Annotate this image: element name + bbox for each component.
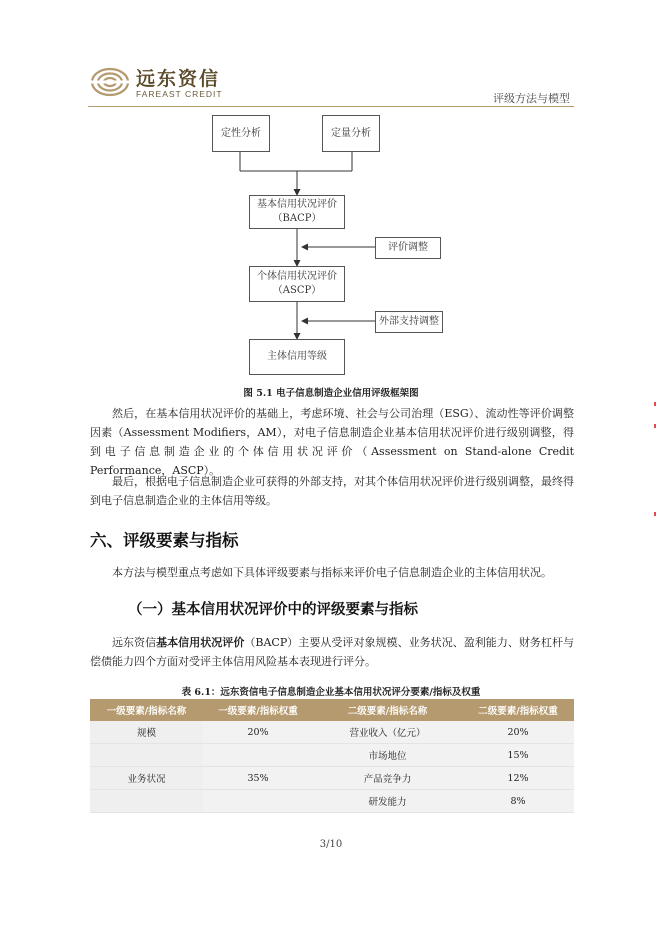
cell-l2-weight: 12% (462, 767, 574, 790)
section-label: 评级方法与模型 (493, 92, 570, 105)
bacp-rest: （BACP）主要从受评对象规模、业务状况、盈利能力、财务杠杆与偿债能力四个方面对受评主体信用风险基本表现进行评分。 (90, 636, 575, 668)
cell-l1-name (90, 744, 203, 767)
logo-chinese: 远东资信 (136, 68, 221, 90)
figure-caption: 图 5.1 电子信息制造企业信用评级框架图 (243, 388, 419, 399)
table-header-row (90, 699, 574, 721)
table-row (90, 767, 574, 790)
paragraph-intro: 本方法与模型重点考虑如下具体评级要素与指标来评价电子信息制造企业的主体信用状况。 (112, 566, 552, 579)
box-ascp-line2: （ASCP） (272, 285, 322, 296)
scan-mark (654, 512, 656, 516)
scan-mark (654, 424, 656, 428)
paragraph-ascp: 然后，在基本信用状况评价的基础上，考虑环境、社会与公司治理（ESG）、流动性等评价调整因素（Assessment Modifiers，AM），对电子信息制造企业基本信用状况评价进行级别调整，得到电子信息制造企业的个体信用状况评价（Assessment on Stand-alone Credit Performance，ASCP）。 (90, 407, 574, 477)
cell-l2-weight: 20% (462, 721, 574, 744)
box-final-label: 主体信用等级 (267, 351, 327, 362)
bacp-bold-term: 基本信用状况评价 (156, 636, 245, 649)
box-quantitative (322, 115, 380, 152)
box-adjust-label: 评价调整 (388, 242, 428, 253)
cell-l1-name (90, 790, 203, 813)
box-external-label: 外部支持调整 (379, 316, 439, 327)
cell-l1-weight: 35% (203, 767, 313, 790)
box-bacp-line1: 基本信用状况评价 (257, 199, 337, 210)
header-l1-name: 一级要素/指标名称 (90, 699, 203, 721)
cell-l2-weight: 15% (462, 744, 574, 767)
box-qualitative-label: 定性分析 (221, 127, 261, 139)
box-ascp (249, 266, 345, 302)
paragraph-bacp (90, 633, 574, 671)
cell-l1-name: 业务状况 (90, 767, 203, 790)
box-bacp (249, 195, 345, 229)
scan-mark (654, 402, 656, 406)
box-external-support (375, 311, 443, 333)
cell-l2-name: 产品竞争力 (313, 767, 462, 790)
subsection-heading: （一）基本信用状况评价中的评级要素与指标 (128, 602, 418, 618)
section-heading: 六、评级要素与指标 (90, 531, 239, 550)
table-row (90, 790, 574, 813)
cell-l1-name: 规模 (90, 721, 203, 744)
header-l2-weight: 二级要素/指标权重 (462, 699, 574, 721)
box-quantitative-label: 定量分析 (331, 127, 371, 139)
box-qualitative (212, 115, 270, 152)
bacp-lead: 远东资信 (112, 636, 157, 649)
cell-l2-name: 研发能力 (313, 790, 462, 813)
table-row (90, 721, 574, 744)
page-number: 3/10 (319, 839, 343, 850)
table-caption: 表 6.1：远东资信电子信息制造企业基本信用状况评分要素/指标及权重 (181, 687, 481, 698)
logo-english: FAREAST CREDIT (136, 89, 223, 99)
box-final-rating (249, 339, 345, 375)
table-row (90, 744, 574, 767)
cell-l2-weight: 8% (462, 790, 574, 813)
cell-l2-name: 市场地位 (313, 744, 462, 767)
cell-l1-weight (203, 790, 313, 813)
box-adjust (375, 237, 441, 259)
cell-l2-name: 营业收入（亿元） (313, 721, 462, 744)
cell-l1-weight: 20% (203, 721, 313, 744)
header-l2-name: 二级要素/指标名称 (313, 699, 462, 721)
box-ascp-line1: 个体信用状况评价 (257, 271, 337, 282)
header-l1-weight: 一级要素/指标权重 (203, 699, 313, 721)
weights-table (90, 699, 574, 813)
box-bacp-line2: （BACP） (272, 213, 322, 224)
paragraph-final: 最后，根据电子信息制造企业可获得的外部支持，对其个体信用状况评价进行级别调整，最终得到电子信息制造企业的主体信用等级。 (90, 475, 574, 507)
cell-l1-weight (203, 744, 313, 767)
